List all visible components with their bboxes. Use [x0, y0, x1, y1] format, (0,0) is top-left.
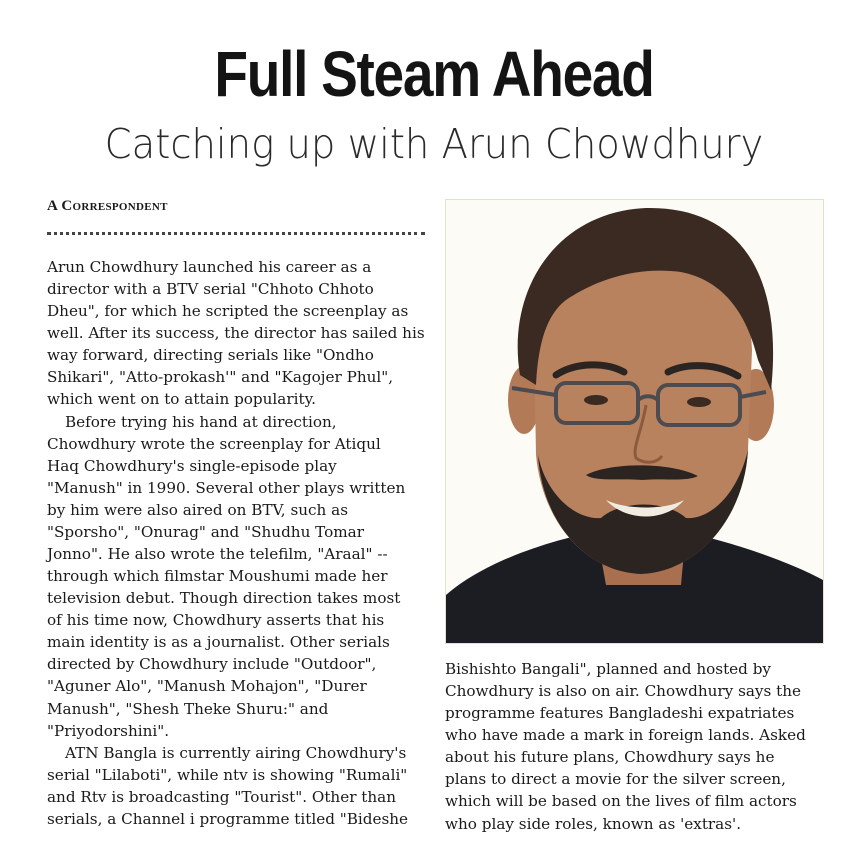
- text-line: "Aguner Alo", "Manush Mohajon", "Durer: [47, 677, 367, 696]
- text-line: Arun Chowdhury launched his career as a: [47, 258, 372, 276]
- text-line: of his time now, Chowdhury asserts that his: [47, 611, 385, 630]
- headline: Full Steam Ahead: [214, 38, 654, 110]
- portrait-photo: [445, 199, 824, 644]
- eye-right: [687, 397, 711, 407]
- text-line: well. After its success, the director has sailed his: [47, 324, 425, 343]
- text-line: and Rtv is broadcasting "Tourist". Other than: [47, 787, 397, 806]
- text-line: Chowdhury is also on air. Chowdhury says the: [445, 682, 801, 701]
- text-line: Chowdhury wrote the screenplay for Atiqul: [47, 434, 381, 453]
- text-line: by him were also aired on BTV, such as: [47, 500, 348, 519]
- text-line: Shikari", "Atto-prokash'" and "Kagojer Phul",: [47, 368, 394, 387]
- text-line: "Priyodorshini".: [47, 721, 170, 740]
- text-line: through which filmstar Moushumi made her: [47, 567, 388, 586]
- text-line: "Manush" in 1990. Several other plays written: [47, 478, 406, 497]
- text-line: Haq Chowdhury's single-episode play: [47, 456, 337, 475]
- text-line: "Sporsho", "Onurag" and "Shudhu Tomar: [47, 522, 364, 541]
- text-line: Dheu", for which he scripted the screenplay as: [47, 302, 409, 321]
- portrait-illustration: [446, 200, 823, 643]
- text-line: Jonno". He also wrote the telefilm, "Araal" --: [47, 545, 388, 564]
- text-line: ATN Bangla is currently airing Chowdhury's: [65, 743, 407, 762]
- text-line: way forward, directing serials like "Ondho: [47, 346, 374, 365]
- text-line: programme features Bangladeshi expatriates: [445, 704, 795, 723]
- byline: A Correspondent: [47, 198, 168, 214]
- left-text-column: [47, 256, 429, 830]
- text-line: who play side roles, known as 'extras'.: [445, 814, 742, 833]
- text-line: television debut. Though direction takes most: [47, 589, 401, 608]
- text-line: Manush", "Shesh Theke Shuru:" and: [47, 699, 329, 718]
- text-line: directed by Chowdhury include "Outdoor",: [47, 655, 377, 674]
- text-line: serial "Lilaboti", while ntv is showing "Rumali": [47, 765, 408, 784]
- text-line: which went on to attain popularity.: [47, 390, 316, 409]
- text-line: director with a BTV serial "Chhoto Chhoto: [47, 280, 374, 299]
- text-line: Bishishto Bangali", planned and hosted by: [445, 660, 772, 678]
- text-line: plans to direct a movie for the silver screen,: [445, 770, 786, 789]
- text-line: Before trying his hand at direction,: [65, 412, 337, 431]
- subheadline: Catching up with Arun Chowdhury: [104, 120, 764, 168]
- eye-left: [584, 395, 608, 405]
- text-line: which will be based on the lives of film actors: [445, 792, 797, 811]
- text-line: serials, a Channel i programme titled "Bideshe: [47, 809, 409, 828]
- text-line: main identity is as a journalist. Other serials: [47, 633, 390, 652]
- text-line: about his future plans, Chowdhury says he: [445, 748, 775, 767]
- dotted-divider: [47, 232, 425, 235]
- right-text-column: [445, 658, 825, 835]
- text-line: who have made a mark in foreign lands. Asked: [445, 726, 806, 745]
